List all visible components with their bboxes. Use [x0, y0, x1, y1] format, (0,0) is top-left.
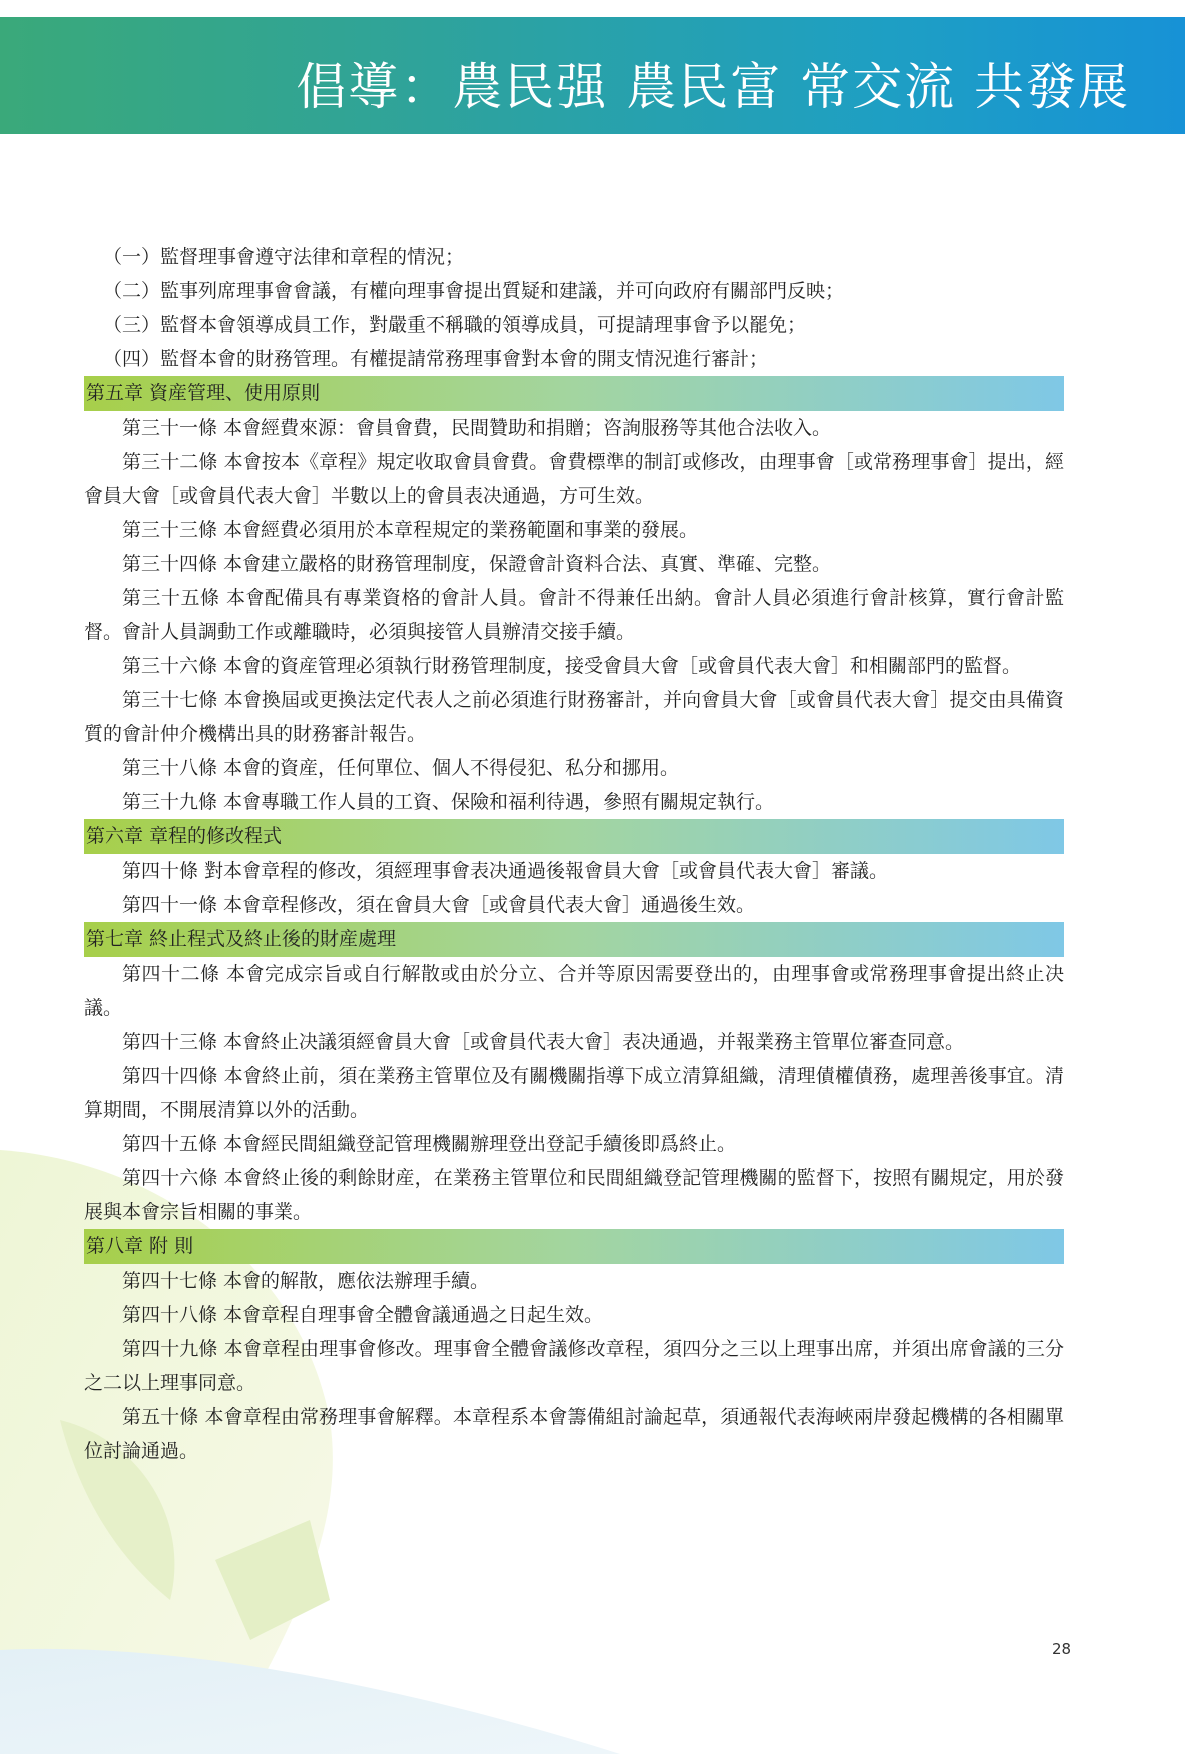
chapter-8-heading: 第八章 附 則 — [84, 1229, 1064, 1264]
chapter-6-heading: 第六章 章程的修改程式 — [84, 819, 1064, 854]
article-32: 第三十二條 本會按本《章程》規定收取會員會費。會費標準的制訂或修改，由理事會［或常務理事會］提出，經會員大會［或會員代表大會］半數以上的會員表决通過，方可生效。 — [84, 451, 1064, 507]
supervision-item-2: （二）監事列席理事會會議，有權向理事會提出質疑和建議，并可向政府有關部門反映； — [103, 280, 845, 302]
article-45: 第四十五條 本會經民間組織登記管理機關辦理登出登記手續後即爲終止。 — [122, 1133, 737, 1155]
article-48: 第四十八條 本會章程自理事會全體會議通過之日起生效。 — [122, 1304, 604, 1326]
article-42: 第四十二條 本會完成宗旨或自行解散或由於分立、合并等原因需要登出的，由理事會或常務理事會提出終止决議。 — [84, 963, 1064, 1019]
document-body — [84, 240, 1064, 1468]
article-46: 第四十六條 本會終止後的剩餘財産，在業務主管單位和民間組織登記管理機關的監督下，按照有關規定，用於發展與本會宗旨相關的事業。 — [84, 1167, 1064, 1223]
header-banner — [0, 17, 1185, 134]
article-39: 第三十九條 本會專職工作人員的工資、保險和福利待遇，參照有關規定執行。 — [122, 791, 775, 813]
chapter-5-heading: 第五章 資産管理、使用原則 — [84, 376, 1064, 411]
article-33: 第三十三條 本會經費必須用於本章程規定的業務範圍和事業的發展。 — [122, 519, 699, 541]
article-31: 第三十一條 本會經費來源：會員會費，民間贊助和捐贈；咨詢服務等其他合法收入。 — [122, 417, 832, 439]
header-title: 倡導：農民强 農民富 常交流 共發展 — [296, 58, 1130, 116]
article-35: 第三十五條 本會配備具有專業資格的會計人員。會計不得兼任出納。會計人員必須進行會計核算，實行會計監督。會計人員調動工作或離職時，必須與接管人員辦清交接手續。 — [84, 587, 1064, 643]
article-36: 第三十六條 本會的資産管理必須執行財務管理制度，接受會員大會［或會員代表大會］和相關部門的監督。 — [122, 655, 1022, 677]
article-38: 第三十八條 本會的資産，任何單位、個人不得侵犯、私分和挪用。 — [122, 757, 680, 779]
article-50: 第五十條 本會章程由常務理事會解釋。本章程系本會籌備組討論起草，須通報代表海峽兩岸發起機構的各相關單位討論通過。 — [84, 1406, 1064, 1462]
supervision-item-3: （三）監督本會領導成員工作，對嚴重不稱職的領導成員，可提請理事會予以罷免； — [103, 314, 807, 336]
article-34: 第三十四條 本會建立嚴格的財務管理制度，保證會計資料合法、真實、準確、完整。 — [122, 553, 832, 575]
article-43: 第四十三條 本會終止决議須經會員大會［或會員代表大會］表决通過，并報業務主管單位審查同意。 — [122, 1031, 965, 1053]
article-37: 第三十七條 本會換屆或更換法定代表人之前必須進行財務審計，并向會員大會［或會員代表大會］提交由具備資質的會計仲介機構出具的財務審計報告。 — [84, 689, 1064, 745]
article-40: 第四十條 對本會章程的修改，須經理事會表决通過後報會員大會［或會員代表大會］審議。 — [122, 860, 889, 882]
article-49: 第四十九條 本會章程由理事會修改。理事會全體會議修改章程，須四分之三以上理事出席，并須出席會議的三分之二以上理事同意。 — [84, 1338, 1064, 1394]
page-number: 28 — [1052, 1640, 1072, 1658]
supervision-item-1: （一）監督理事會遵守法律和章程的情況； — [103, 246, 465, 268]
article-47: 第四十七條 本會的解散，應依法辦理手續。 — [122, 1270, 490, 1292]
article-44: 第四十四條 本會終止前，須在業務主管單位及有關機關指導下成立清算組織，清理債權債務，處理善後事宜。清算期間，不開展清算以外的活動。 — [84, 1065, 1064, 1121]
chapter-7-heading: 第七章 終止程式及終止後的財産處理 — [84, 922, 1064, 957]
supervision-item-4: （四）監督本會的財務管理。有權提請常務理事會對本會的開支情況進行審計； — [103, 348, 769, 370]
article-41: 第四十一條 本會章程修改，須在會員大會［或會員代表大會］通過後生效。 — [122, 894, 756, 916]
